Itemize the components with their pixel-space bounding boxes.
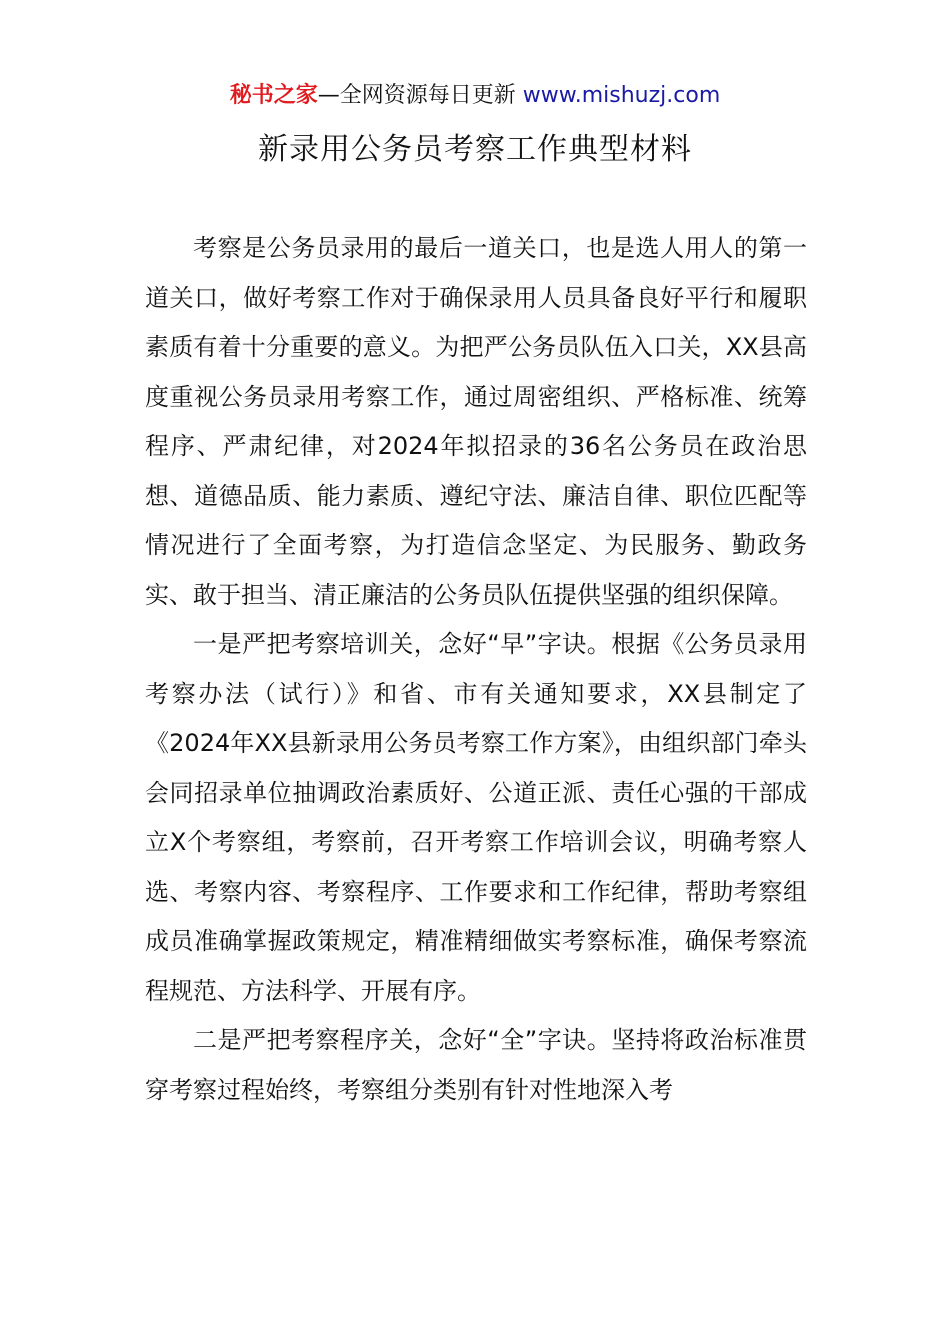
site-url-link[interactable]: www.mishuzj.com (522, 83, 721, 108)
paragraph-intro: 考察是公务员录用的最后一道关口，也是选人用人的第一道关口，做好考察工作对于确保录用人员具备良好平行和履职素质有着十分重要的意义。为把严公务员队伍入口关，XX县高度重视公务员录用考察工作，通过周密组织、严格标准、统筹程序、严肃纪律，对2024年拟招录的36名公务员在政治思想、道德品质、能力素质、遵纪守法、廉洁自律、职位匹配等情况进行了全面考察，为打造信念坚定、为民服务、勤政务实、敢于担当、清正廉洁的公务员队伍提供坚强的组织保障。 (145, 234, 807, 609)
brand-name: 秘书之家 (229, 83, 318, 108)
document-title: 新录用公务员考察工作典型材料 (258, 132, 692, 167)
header-tagline: —全网资源每日更新 (317, 83, 516, 108)
site-header (0, 80, 950, 112)
paragraph-section-two: 二是严把考察程序关，念好“全”字诀。坚持将政治标准贯穿考察过程始终，考察组分类别有针对性地深入考 (145, 1026, 807, 1104)
paragraph-section-one: 一是严把考察培训关，念好“早”字诀。根据《公务员录用考察办法（试行）》和省、市有关通知要求，XX县制定了《2024年XX县新录用公务员考察工作方案》，由组织部门牵头会同招录单位抽调政治素质好、公道正派、责任心强的干部成立X个考察组，考察前，召开考察工作培训会议，明确考察人选、考察内容、考察程序、工作要求和工作纪律，帮助考察组成员准确掌握政策规定，精准精细做实考察标准，确保考察流程规范、方法科学、开展有序。 (145, 630, 807, 1005)
document-body (145, 224, 807, 1115)
